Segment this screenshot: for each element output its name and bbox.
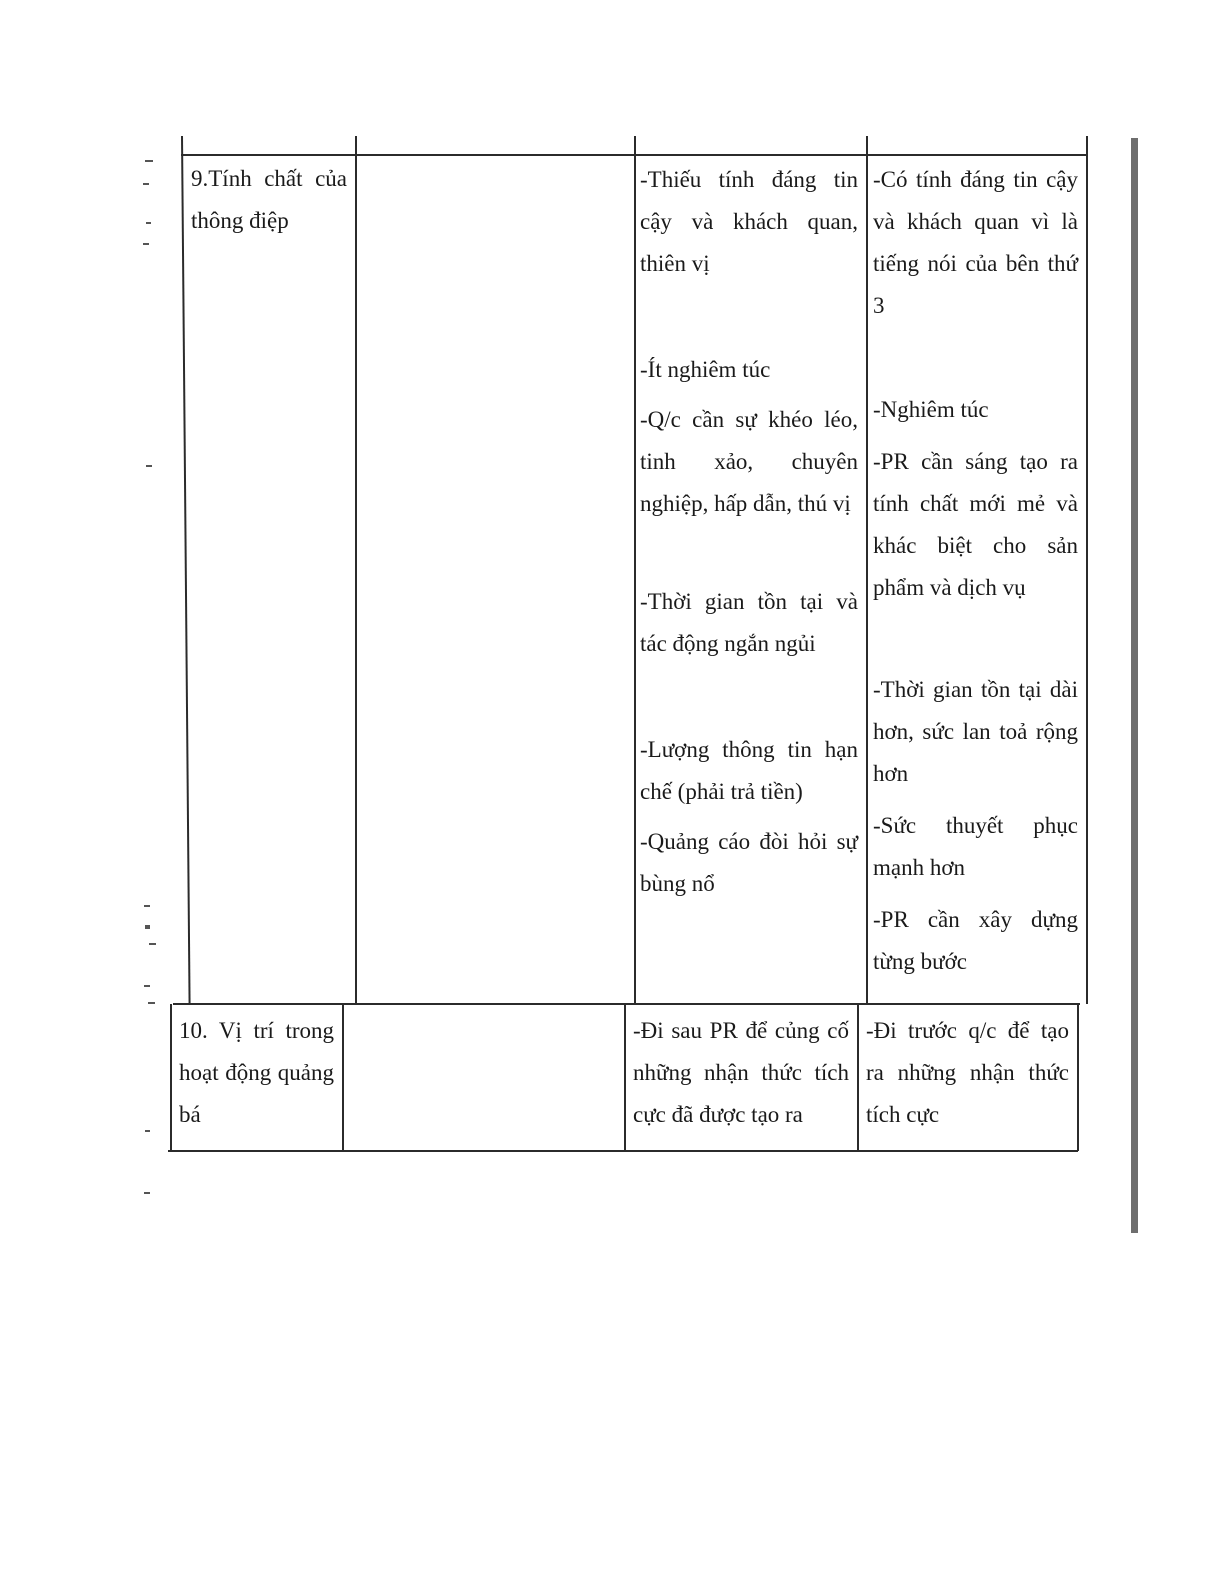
- scan-speck: [148, 1002, 155, 1004]
- scan-speck: [145, 1130, 150, 1132]
- table-col-rule: [1077, 1004, 1079, 1151]
- table-col-rule: [342, 1004, 344, 1151]
- scan-speck: [146, 465, 152, 467]
- scan-speck: [143, 243, 149, 245]
- table-col-rule: [857, 1004, 859, 1151]
- pr-point: -Nghiêm túc: [873, 397, 989, 422]
- row10-criterion-cell: [179, 1010, 334, 1136]
- table-col-rule: [1086, 136, 1088, 1004]
- scan-speck: [144, 985, 150, 987]
- scan-speck: [149, 943, 156, 945]
- scan-speck: [144, 905, 150, 907]
- pr-point: -Thời gian tồn tại dài hơn, sức lan toả rộng hơn: [873, 677, 1078, 786]
- advertising-point: -Ít nghiêm túc: [640, 357, 771, 382]
- scan-speck: [145, 160, 153, 162]
- pr-point: -Sức thuyết phục mạnh hơn: [873, 813, 1078, 880]
- advertising-point: -Quảng cáo đòi hỏi sự bùng nổ: [640, 829, 858, 896]
- table-col-rule: [355, 136, 357, 1004]
- table-col-rule: [624, 1004, 626, 1151]
- scan-speck: [146, 222, 151, 224]
- advertising-point: -Lượng thông tin hạn chế (phải trả tiền): [640, 737, 858, 804]
- pr-point: -Có tính đáng tin cậy và khách quan vì là tiếng nói của bên thứ 3: [873, 167, 1078, 318]
- table-rule-bottom: [168, 1150, 1078, 1152]
- row10-criterion: 10. Vị trí trong hoạt động quảng bá: [179, 1018, 334, 1127]
- row10-pr-cell: [866, 1010, 1069, 1136]
- row9-criterion: 9.Tính chất của thông điệp: [191, 166, 347, 233]
- table-col-rule: [634, 136, 636, 1004]
- row10-advertising-cell: [633, 1010, 849, 1136]
- table-col-rule: [170, 1004, 172, 1151]
- pr-point: -PR cần xây dựng từng bước: [873, 907, 1078, 974]
- row9-pr-cell: [873, 159, 1078, 983]
- advertising-point: -Thiếu tính đáng tin cậy và khách quan, thiên vị: [640, 167, 858, 276]
- scanner-edge-bar: [1131, 138, 1138, 1233]
- scan-speck: [145, 925, 150, 929]
- advertising-point: -Thời gian tồn tại và tác động ngắn ngủi: [640, 589, 858, 656]
- row9-criterion-cell: [191, 158, 347, 242]
- advertising-point: -Q/c cần sự khéo léo, tinh xảo, chuyên nghiệp, hấp dẫn, thú vị: [640, 407, 858, 516]
- advertising-point: -Đi sau PR để củng cố những nhận thức tích cực đã được tạo ra: [633, 1018, 849, 1127]
- scan-speck: [143, 183, 149, 185]
- table-rule-middle: [173, 1003, 1080, 1005]
- pr-point: -PR cần sáng tạo ra tính chất mới mẻ và khác biệt cho sản phẩm và dịch vụ: [873, 449, 1078, 600]
- pr-point: -Đi trước q/c để tạo ra những nhận thức tích cực: [866, 1018, 1069, 1127]
- row9-advertising-cell: [640, 159, 858, 905]
- scan-speck: [144, 1192, 150, 1194]
- table-col-rule: [181, 136, 191, 1004]
- table-col-rule: [866, 136, 868, 1004]
